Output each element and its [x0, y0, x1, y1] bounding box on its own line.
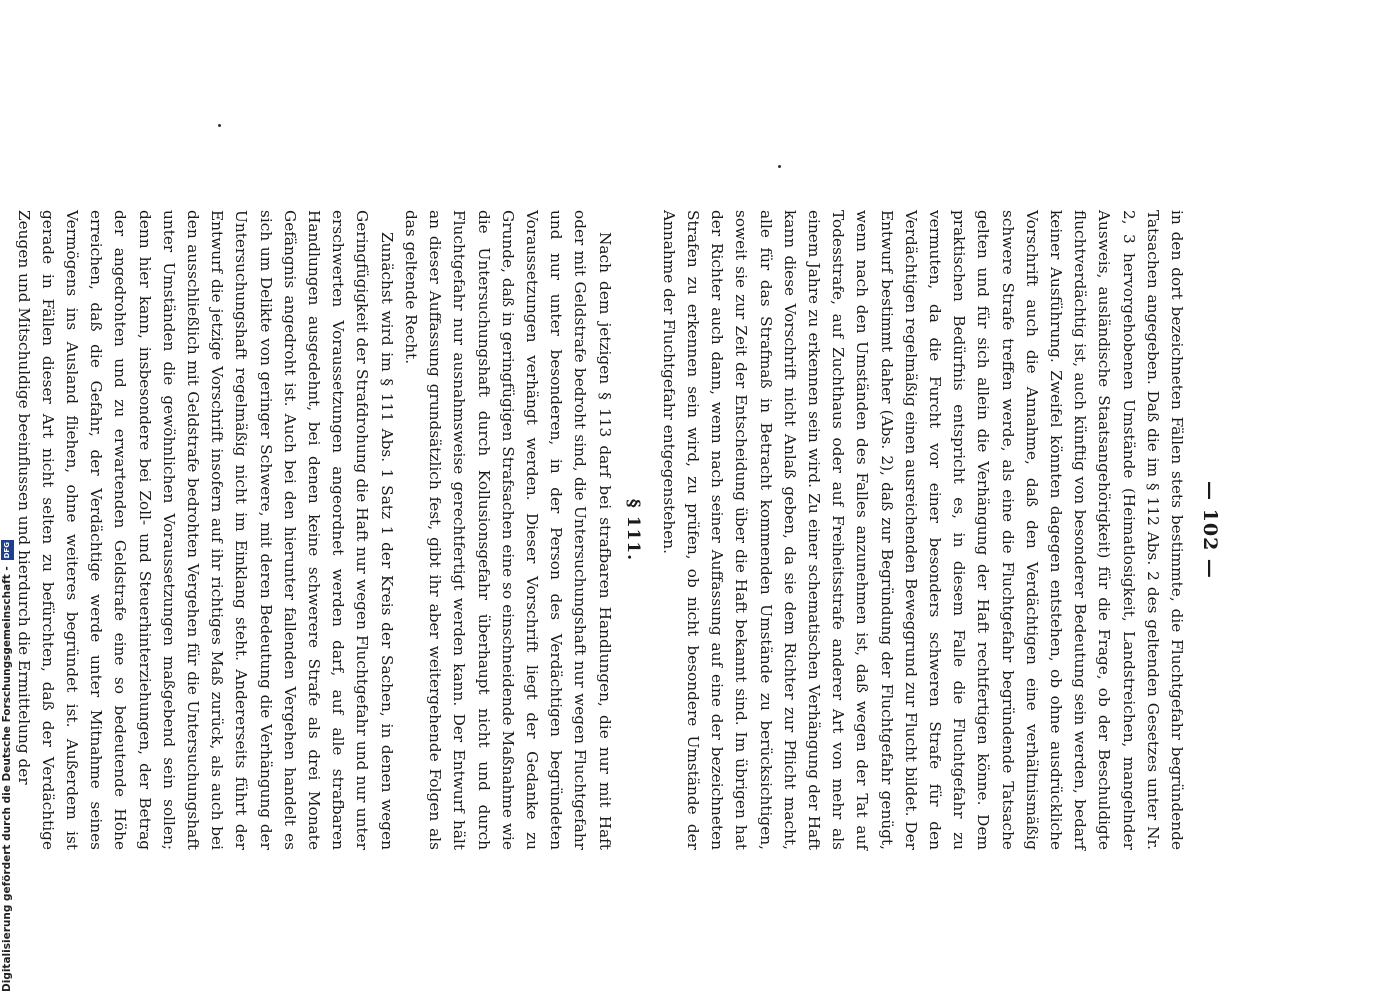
scan-speck — [778, 165, 781, 168]
scan-speck — [218, 124, 221, 127]
section-heading: § 111. — [622, 498, 643, 562]
paragraph-1: in den dort bezeichneten Fällen stets bestimmte, die Fluchtgefahr begründende Tatsachen angegeben. Daß die im § 112 Abs. 2 des geltenden Gesetzes unter Nr. 2, 3 hervorgehobenen Umstände (Heimatlosigkeit, Landstreichen, mangelnder Ausweis, ausländische Staatsangehörigkeit) für die Frage, ob der Beschuldigte fluchtverdächtig ist, auch künftig von besonderer Bedeutung sein werden, bedarf keiner Ausführung. Zweifel könnten dagegen entstehen, ob ohne ausdrückliche Vorschrift auch die Annahme, daß den Verdächtigen eine verhältnismäßig schwere Strafe treffen werde, als eine die Fluchtgefahr begründende Tatsache gelten und für sich allein die Verhängung der Haft rechtfertigen könne. Dem praktischen Bedürfnis entspricht es, in diesem Falle die Fluchtgefahr zu vermuten, da die Furcht vor einer besonders schweren Strafe für den Verdächtigen regelmäßig einen ausreichenden Beweggrund zur Flucht bildet. Der Entwurf bestimmt daher (Abs. 2), daß zur Begründung der Fluchtgefahr genügt, wenn nach den Umständen des Falles anzunehmen ist, daß wegen der Tat auf Todesstrafe, auf Zuchthaus oder auf Freiheitsstrafe anderer Art von mehr als einem Jahre zu erkennen sein wird. Zu einer schematischen Verhängung der Haft kann diese Vorschrift nicht Anlaß geben, da sie dem Richter zur Pflicht macht, alle für das Strafmaß in Betracht kommenden Umstände zu berücksichtigen, soweit sie zur Zeit der Entscheidung über die Haft bekannt sind. Im übrigen hat der Richter auch dann, wenn nach seiner Auffassung auf eine der bezeichneten Strafen zu erkennen sein wird, zu prüfen, ob nicht besondere Umstände der Annahme der Fluchtgefahr entgegenstehen. — [659, 210, 1186, 850]
paragraph-2: Nach dem jetzigen § 113 darf bei strafbaren Handlungen, die nur mit Haft oder mit Geldstrafe bedroht sind, die Untersuchungshaft nur wegen Fluchtgefahr und nur unter besonderen, in der Person des Verdächtigen begründeten Voraussetzungen verhängt werden. Dieser Vorschrift liegt der Gedanke zu Grunde, daß in geringfügigen Strafsachen eine so einschneidende Maßnahme wie die Untersuchungshaft durch Kollusionsgefahr überhaupt nicht und durch Fluchtgefahr nur ausnahmsweise gerechtfertigt werden kann. Der Entwurf hält an dieser Auffassung grundsätzlich fest, gibt ihr aber weitergehende Folgen als das geltende Recht. — [401, 210, 614, 850]
document-page — [14, 210, 1250, 850]
digitization-footer — [0, 0, 14, 1000]
paragraph-3: Zunächst wird im § 111 Abs. 1 Satz 1 der Kreis der Sachen, in denen wegen Geringfügigkeit der Strafdrohung die Haft nur wegen Fluchtgefahr und nur unter erschwerten Voraussetzungen angeordnet werden darf, auf alle strafbaren Handlungen ausgedehnt, bei denen keine schwerere Strafe als drei Monate Gefängnis angedroht ist. Auch bei den hierunter fallenden Vergehen handelt es sich um Delikte von geringer Schwere, mit deren Bedeutung die Verhängung der Untersuchungshaft regelmäßig nicht im Einklang steht. Andererseits führt der Entwurf die jetzige Vorschrift insofern auf ihr richtiges Maß zurück, als auch bei den ausschließlich mit Geldstrafe bedrohten Vergehen für die Untersuchungshaft unter Umständen die gewöhnlichen Voraussetzungen maßgebend sein sollen; denn hier kann, insbesondere bei Zoll- und Steuerhinterziehungen, der Betrag der angedrohten und zu erwartenden Geldstrafe eine so bedeutende Höhe erreichen, daß die Gefahr, der Verdächtige werde unter Mitnahme seines Vermögens ins Ausland fliehen, ohne weiteres begründet ist. Außerdem ist gerade in Fällen dieser Art nicht selten zu befürchten, daß der Verdächtige Zeugen und Mitschuldige beeinflussen und hierdurch die Ermittelung der — [14, 210, 396, 850]
dfg-logo: DFG — [1, 540, 14, 560]
rotated-text-block — [14, 210, 1225, 850]
page-number: — 102 — — [1199, 481, 1221, 579]
footer-text: Digitalisierung gefördert durch die Deutsche Forschungsgemeinschaft - — [1, 566, 13, 992]
